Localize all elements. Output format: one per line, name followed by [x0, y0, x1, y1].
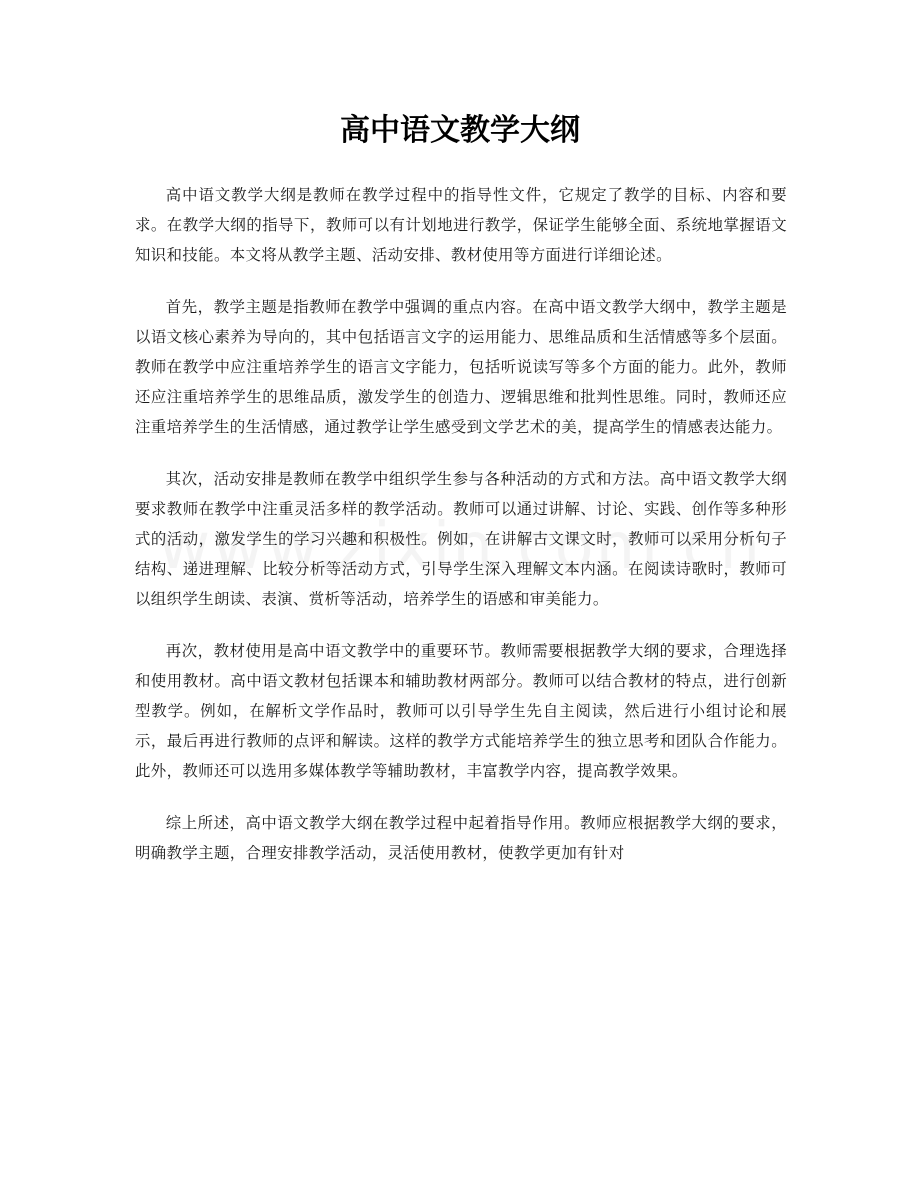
paragraph-intro: 高中语文教学大纲是教师在教学过程中的指导性文件，它规定了教学的目标、内容和要求。在教学大纲的指导下，教师可以有计划地进行教学，保证学生能够全面、系统地掌握语文知识和技能。本文将从教学主题、活动安排、教材使用等方面进行详细论述。	[135, 186, 787, 264]
document-title: 高中语文教学大纲	[340, 113, 580, 148]
document-body	[135, 180, 787, 890]
paragraph-teaching-theme: 首先，教学主题是指教师在教学中强调的重点内容。在高中语文教学大纲中，教学主题是以语文核心素养为导向的，其中包括语言文字的运用能力、思维品质和生活情感等多个层面。教师在教学中应注重培养学生的语言文字能力，包括听说读写等多个方面的能力。此外，教师还应注重培养学生的思维品质，激发学生的创造力、逻辑思维和批判性思维。同时，教师还应注重培养学生的生活情感，通过教学让学生感受到文学艺术的美，提高学生的情感表达能力。	[135, 298, 787, 436]
paragraph-conclusion: 综上所述，高中语文教学大纲在教学过程中起着指导作用。教师应根据教学大纲的要求，明确教学主题，合理安排教学活动，灵活使用教材，使教学更加有针对	[135, 814, 787, 862]
paragraph-activity-arrangement: 其次，活动安排是教师在教学中组织学生参与各种活动的方式和方法。高中语文教学大纲要求教师在教学中注重灵活多样的教学活动。教师可以通过讲解、讨论、实践、创作等多种形式的活动，激发学生的学习兴趣和积极性。例如，在讲解古文课文时，教师可以采用分析句子结构、递进理解、比较分析等活动方式，引导学生深入理解文本内涵。在阅读诗歌时，教师可以组织学生朗读、表演、赏析等活动，培养学生的语感和审美能力。	[135, 470, 787, 608]
paragraph-textbook-use: 再次，教材使用是高中语文教学中的重要环节。教师需要根据教学大纲的要求，合理选择和使用教材。高中语文教材包括课本和辅助教材两部分。教师可以结合教材的特点，进行创新型教学。例如，在解析文学作品时，教师可以引导学生先自主阅读，然后进行小组讨论和展示，最后再进行教师的点评和解读。这样的教学方式能培养学生的独立思考和团队合作能力。此外，教师还可以选用多媒体教学等辅助教材，丰富教学内容，提高教学效果。	[135, 642, 787, 780]
